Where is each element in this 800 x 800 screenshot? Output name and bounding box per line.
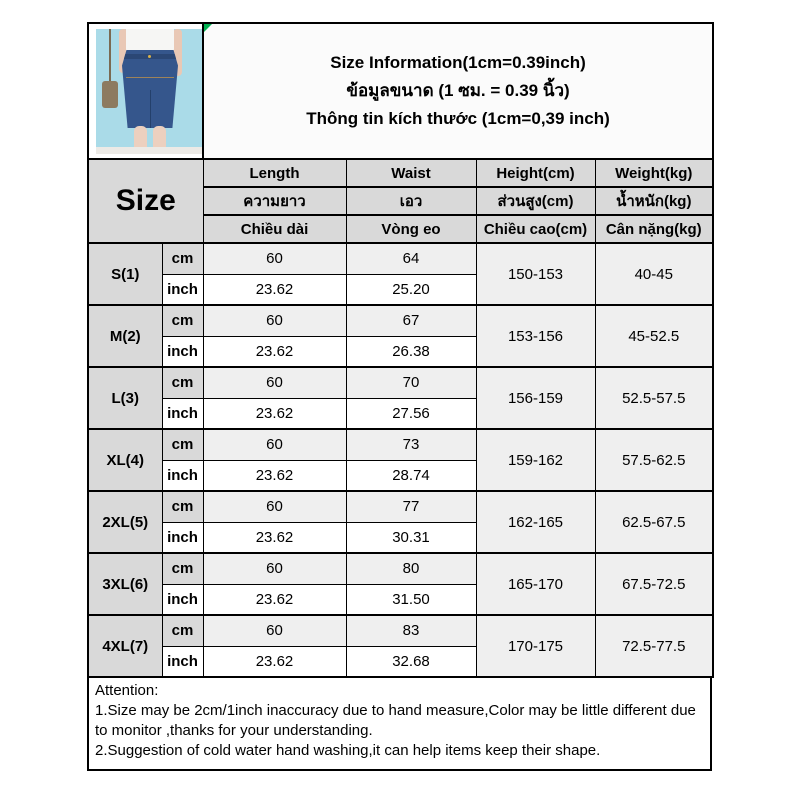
model-shirt <box>126 29 174 53</box>
weight-range-cell: 62.5-67.5 <box>595 491 713 553</box>
unit-cm-cell: cm <box>162 305 203 336</box>
length-inch-cell: 23.62 <box>203 336 346 367</box>
unit-inch-cell: inch <box>162 336 203 367</box>
length-inch-cell: 23.62 <box>203 522 346 553</box>
skirt-stitch-line <box>126 77 173 78</box>
waist-cm-cell: 77 <box>346 491 476 522</box>
waist-cm-cell: 83 <box>346 615 476 646</box>
unit-cm-cell: cm <box>162 243 203 274</box>
length-cm-cell: 60 <box>203 553 346 584</box>
waist-inch-cell: 28.74 <box>346 460 476 491</box>
unit-inch-cell: inch <box>162 274 203 305</box>
col-header-height-th: ส่วนสูง(cm) <box>476 187 595 215</box>
size-label-cell: S(1) <box>88 243 162 305</box>
skirt-button <box>148 55 151 58</box>
waist-cm-cell: 70 <box>346 367 476 398</box>
unit-cm-cell: cm <box>162 553 203 584</box>
waist-inch-cell: 31.50 <box>346 584 476 615</box>
col-header-waist-en: Waist <box>346 159 476 187</box>
length-cm-cell: 60 <box>203 491 346 522</box>
size-label-cell: M(2) <box>88 305 162 367</box>
size-column-header: Size <box>88 159 203 243</box>
col-header-length-en: Length <box>203 159 346 187</box>
size-label-cell: 4XL(7) <box>88 615 162 677</box>
waist-cm-cell: 73 <box>346 429 476 460</box>
waist-cm-cell: 64 <box>346 243 476 274</box>
attention-line-2: 2.Suggestion of cold water hand washing,it can help items keep their shape. <box>95 742 601 759</box>
size-label-cell: L(3) <box>88 367 162 429</box>
size-rows-body <box>88 243 713 677</box>
waist-inch-cell: 25.20 <box>346 274 476 305</box>
unit-inch-cell: inch <box>162 398 203 429</box>
col-header-height-en: Height(cm) <box>476 159 595 187</box>
attention-line-1: 1.Size may be 2cm/1inch inaccuracy due to hand measure,Color may be little different due to monitor ,thanks for your understanding. <box>95 702 696 739</box>
col-header-length-th: ความยาว <box>203 187 346 215</box>
col-header-waist-vi: Vòng eo <box>346 215 476 243</box>
size-row-cm <box>88 429 713 460</box>
size-row-cm <box>88 243 713 274</box>
size-row-cm <box>88 367 713 398</box>
col-header-height-vi: Chiều cao(cm) <box>476 215 595 243</box>
size-chart-table <box>87 22 714 678</box>
waist-inch-cell: 30.31 <box>346 522 476 553</box>
length-inch-cell: 23.62 <box>203 460 346 491</box>
size-label-cell: 2XL(5) <box>88 491 162 553</box>
weight-range-cell: 67.5-72.5 <box>595 553 713 615</box>
col-header-waist-th: เอว <box>346 187 476 215</box>
product-photo <box>96 29 203 154</box>
waist-inch-cell: 32.68 <box>346 646 476 677</box>
col-header-length-vi: Chiều dài <box>203 215 346 243</box>
unit-inch-cell: inch <box>162 460 203 491</box>
size-row-cm <box>88 491 713 522</box>
length-inch-cell: 23.62 <box>203 646 346 677</box>
photo-floor <box>96 147 203 154</box>
unit-cm-cell: cm <box>162 615 203 646</box>
weight-range-cell: 52.5-57.5 <box>595 367 713 429</box>
height-range-cell: 153-156 <box>476 305 595 367</box>
unit-inch-cell: inch <box>162 522 203 553</box>
product-photo-cell <box>88 23 203 159</box>
attention-heading: Attention: <box>95 682 159 699</box>
excel-note-marker-icon <box>204 24 212 32</box>
length-cm-cell: 60 <box>203 367 346 398</box>
weight-range-cell: 57.5-62.5 <box>595 429 713 491</box>
waist-cm-cell: 80 <box>346 553 476 584</box>
height-range-cell: 165-170 <box>476 553 595 615</box>
size-label-cell: 3XL(6) <box>88 553 162 615</box>
col-header-weight-th: น้ำหนัก(kg) <box>595 187 713 215</box>
waist-inch-cell: 27.56 <box>346 398 476 429</box>
length-inch-cell: 23.62 <box>203 584 346 615</box>
length-cm-cell: 60 <box>203 615 346 646</box>
size-label-cell: XL(4) <box>88 429 162 491</box>
title-line-th: ข้อมูลขนาด (1 ซม. = 0.39 นิ้ว) <box>346 80 570 100</box>
title-line-en: Size Information(1cm=0.39inch) <box>330 52 586 72</box>
unit-cm-cell: cm <box>162 491 203 522</box>
weight-range-cell: 40-45 <box>595 243 713 305</box>
skirt-center-seam <box>150 90 151 128</box>
unit-inch-cell: inch <box>162 646 203 677</box>
size-row-cm <box>88 305 713 336</box>
size-information-title-cell <box>203 23 713 159</box>
length-inch-cell: 23.62 <box>203 274 346 305</box>
col-header-weight-vi: Cân nặng(kg) <box>595 215 713 243</box>
bag-strap <box>109 29 111 83</box>
length-cm-cell: 60 <box>203 305 346 336</box>
height-range-cell: 162-165 <box>476 491 595 553</box>
height-range-cell: 156-159 <box>476 367 595 429</box>
height-range-cell: 150-153 <box>476 243 595 305</box>
length-cm-cell: 60 <box>203 429 346 460</box>
weight-range-cell: 45-52.5 <box>595 305 713 367</box>
col-header-weight-en: Weight(kg) <box>595 159 713 187</box>
unit-cm-cell: cm <box>162 367 203 398</box>
waist-inch-cell: 26.38 <box>346 336 476 367</box>
title-line-vi: Thông tin kích thước (1cm=0,39 inch) <box>306 109 610 129</box>
denim-skirt-shape <box>122 50 178 128</box>
unit-inch-cell: inch <box>162 584 203 615</box>
length-cm-cell: 60 <box>203 243 346 274</box>
attention-note <box>87 678 712 771</box>
unit-cm-cell: cm <box>162 429 203 460</box>
size-row-cm <box>88 615 713 646</box>
weight-range-cell: 72.5-77.5 <box>595 615 713 677</box>
height-range-cell: 170-175 <box>476 615 595 677</box>
size-row-cm <box>88 553 713 584</box>
waist-cm-cell: 67 <box>346 305 476 336</box>
size-chart-sheet <box>87 22 712 771</box>
height-range-cell: 159-162 <box>476 429 595 491</box>
length-inch-cell: 23.62 <box>203 398 346 429</box>
handbag-shape <box>102 81 118 108</box>
